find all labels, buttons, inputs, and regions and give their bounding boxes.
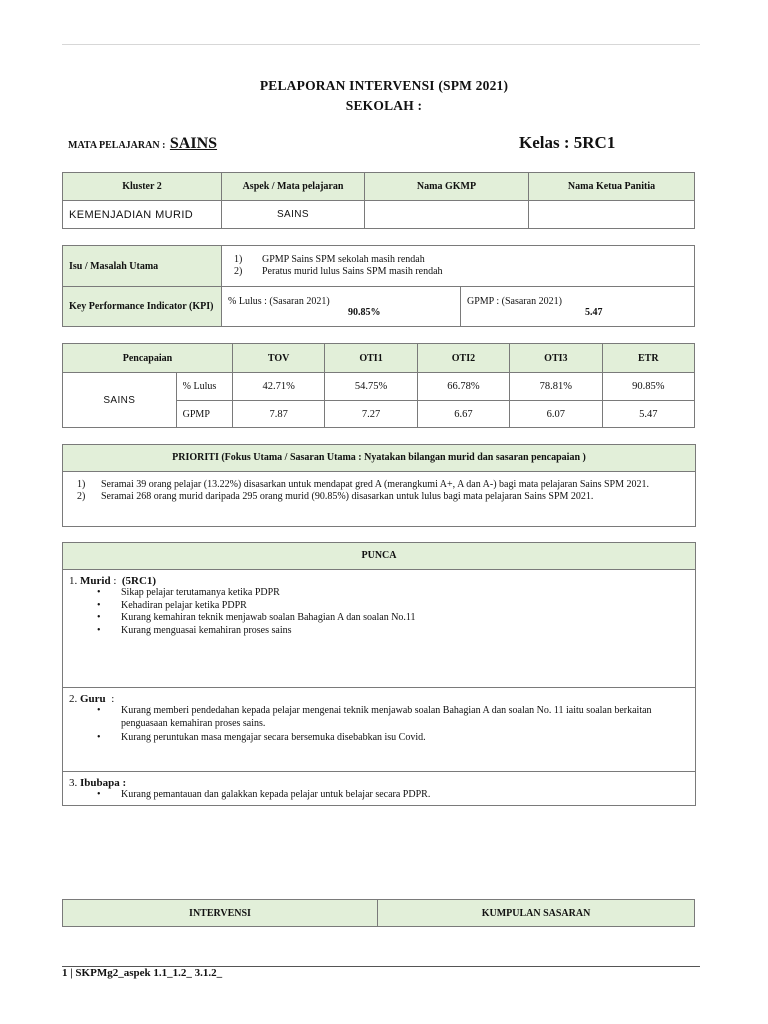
- cell-lulus-tov: 42.71%: [232, 373, 324, 401]
- punca-block: [62, 542, 696, 806]
- cell-lulus-oti1: 54.75%: [325, 373, 417, 401]
- cell-lulus-oti3: 78.81%: [510, 373, 602, 401]
- cell-gpmp-oti3: 6.07: [510, 401, 602, 428]
- info-header-aspek: Aspek / Mata pelajaran: [222, 173, 365, 201]
- info-table: [62, 172, 695, 229]
- list-item: 1) GPMP Sains SPM sekolah masih rendah: [234, 254, 425, 265]
- kelas-label: Kelas : 5RC1: [519, 133, 616, 152]
- row-label-gpmp: GPMP: [176, 401, 232, 428]
- punca-header: PUNCA: [63, 543, 695, 570]
- cell-gpmp-tov: 7.87: [232, 401, 324, 428]
- cell-lulus-etr: 90.85%: [602, 373, 694, 401]
- prioriti-list: [63, 472, 695, 503]
- list-item: • Kurang memberi pendedahan kepada pelajar mengenai teknik menjawab soalan Bahagian A dan soalan No. 11 iaitu soalan berkaitan penguasaan kemahiran proses sains.: [69, 705, 675, 730]
- header-etr: ETR: [602, 344, 694, 373]
- cell-gpmp-etr: 5.47: [602, 401, 694, 428]
- subject-line: [68, 135, 217, 153]
- intervensi-header: INTERVENSI: [63, 900, 378, 927]
- list-item: • Sikap pelajar terutamanya ketika PDPR: [69, 587, 689, 600]
- kumpulan-sasaran-header: KUMPULAN SASARAN: [378, 900, 695, 927]
- kpi-gpmp-value: 5.47: [585, 306, 603, 318]
- punca-ibubapa-list: [69, 789, 689, 802]
- kpi-lulus-value: 90.85%: [348, 306, 381, 318]
- prioriti-block: [62, 444, 696, 527]
- info-header-gkmp: Nama GKMP: [365, 173, 529, 201]
- kpi-lulus-cell: [222, 287, 461, 327]
- kpi-label: Key Performance Indicator (KPI): [63, 287, 222, 327]
- info-header-ketua: Nama Ketua Panitia: [529, 173, 695, 201]
- header-oti1: OTI1: [325, 344, 417, 373]
- info-cell-aspek: SAINS: [222, 201, 365, 229]
- prioriti-header: PRIORITI (Fokus Utama / Sasaran Utama : Nyatakan bilangan murid dan sasaran pencapaian ): [63, 445, 695, 472]
- pencapaian-subject: SAINS: [63, 373, 177, 428]
- isu-list: [228, 254, 688, 278]
- subject-value: SAINS: [169, 135, 218, 152]
- info-cell-gkmp: [365, 201, 529, 229]
- list-item: • Kurang menguasai kemahiran proses sains: [69, 625, 689, 638]
- punca-guru-heading: 2. Guru :: [69, 693, 115, 705]
- header-oti2: OTI2: [417, 344, 509, 373]
- top-rule: [62, 44, 700, 45]
- page-footer: 1 | SKPMg2_aspek 1.1_1.2_ 3.1.2_: [62, 967, 223, 979]
- header-tov: TOV: [232, 344, 324, 373]
- punca-guru-list: [69, 705, 689, 745]
- intervensi-table: [62, 899, 695, 927]
- info-header-kluster: Kluster 2: [63, 173, 222, 201]
- list-item: • Kurang kemahiran teknik menjawab soalan Bahagian A dan soalan No.11: [69, 612, 689, 625]
- list-item: • Kurang peruntukan masa mengajar secara bersemuka disebabkan isu Covid.: [69, 732, 675, 745]
- info-cell-kluster: KEMENJADIAN MURID: [63, 201, 222, 229]
- punca-ibubapa-label: Ibubapa :: [80, 777, 127, 789]
- kpi-lulus-label: % Lulus : (Sasaran 2021): [228, 295, 330, 307]
- cell-lulus-oti2: 66.78%: [417, 373, 509, 401]
- subject-label: MATA PELAJARAN :: [68, 140, 166, 151]
- punca-guru-section: [63, 687, 695, 771]
- punca-ibubapa-heading: 3. Ibubapa :: [69, 777, 127, 789]
- punca-ibubapa-section: [63, 771, 695, 802]
- row-label-lulus: % Lulus: [176, 373, 232, 401]
- isu-label: Isu / Masalah Utama: [63, 246, 222, 287]
- punca-murid-label: Murid: [80, 575, 111, 587]
- list-item: 1) Seramai 39 orang pelajar (13.22%) disasarkan untuk mendapat gred A (merangkumi A+, A dan A-) bagi mata pelajaran Sains SPM 2021.: [77, 479, 650, 490]
- cell-gpmp-oti2: 6.67: [417, 401, 509, 428]
- punca-murid-heading: 1. Murid : (5RC1): [69, 575, 157, 587]
- punca-murid-section: [63, 570, 695, 687]
- kpi-gpmp-label: GPMP : (Sasaran 2021): [467, 295, 562, 307]
- header-oti3: OTI3: [510, 344, 602, 373]
- pencapaian-header: Pencapaian: [63, 344, 233, 373]
- isu-content: [222, 246, 695, 287]
- punca-guru-label: Guru: [80, 693, 106, 705]
- kpi-gpmp-cell: [461, 287, 695, 327]
- isu-kpi-table: [62, 245, 695, 327]
- list-item: 2) Seramai 268 orang murid daripada 295 orang murid (90.85%) disasarkan untuk lulus bagi mata pelajaran Sains SPM 2021.: [77, 491, 594, 502]
- page-title: PELAPORAN INTERVENSI (SPM 2021): [259, 78, 509, 93]
- list-item: 2) Peratus murid lulus Sains SPM masih rendah: [234, 266, 443, 277]
- punca-murid-class: (5RC1): [121, 575, 157, 587]
- page-subtitle: SEKOLAH :: [345, 98, 423, 113]
- info-cell-ketua: [529, 201, 695, 229]
- pencapaian-table: [62, 343, 695, 428]
- cell-gpmp-oti1: 7.27: [325, 401, 417, 428]
- punca-murid-list: [69, 587, 689, 637]
- list-item: • Kurang pemantauan dan galakkan kepada pelajar untuk belajar secara PDPR.: [69, 789, 689, 802]
- list-item: • Kehadiran pelajar ketika PDPR: [69, 600, 689, 613]
